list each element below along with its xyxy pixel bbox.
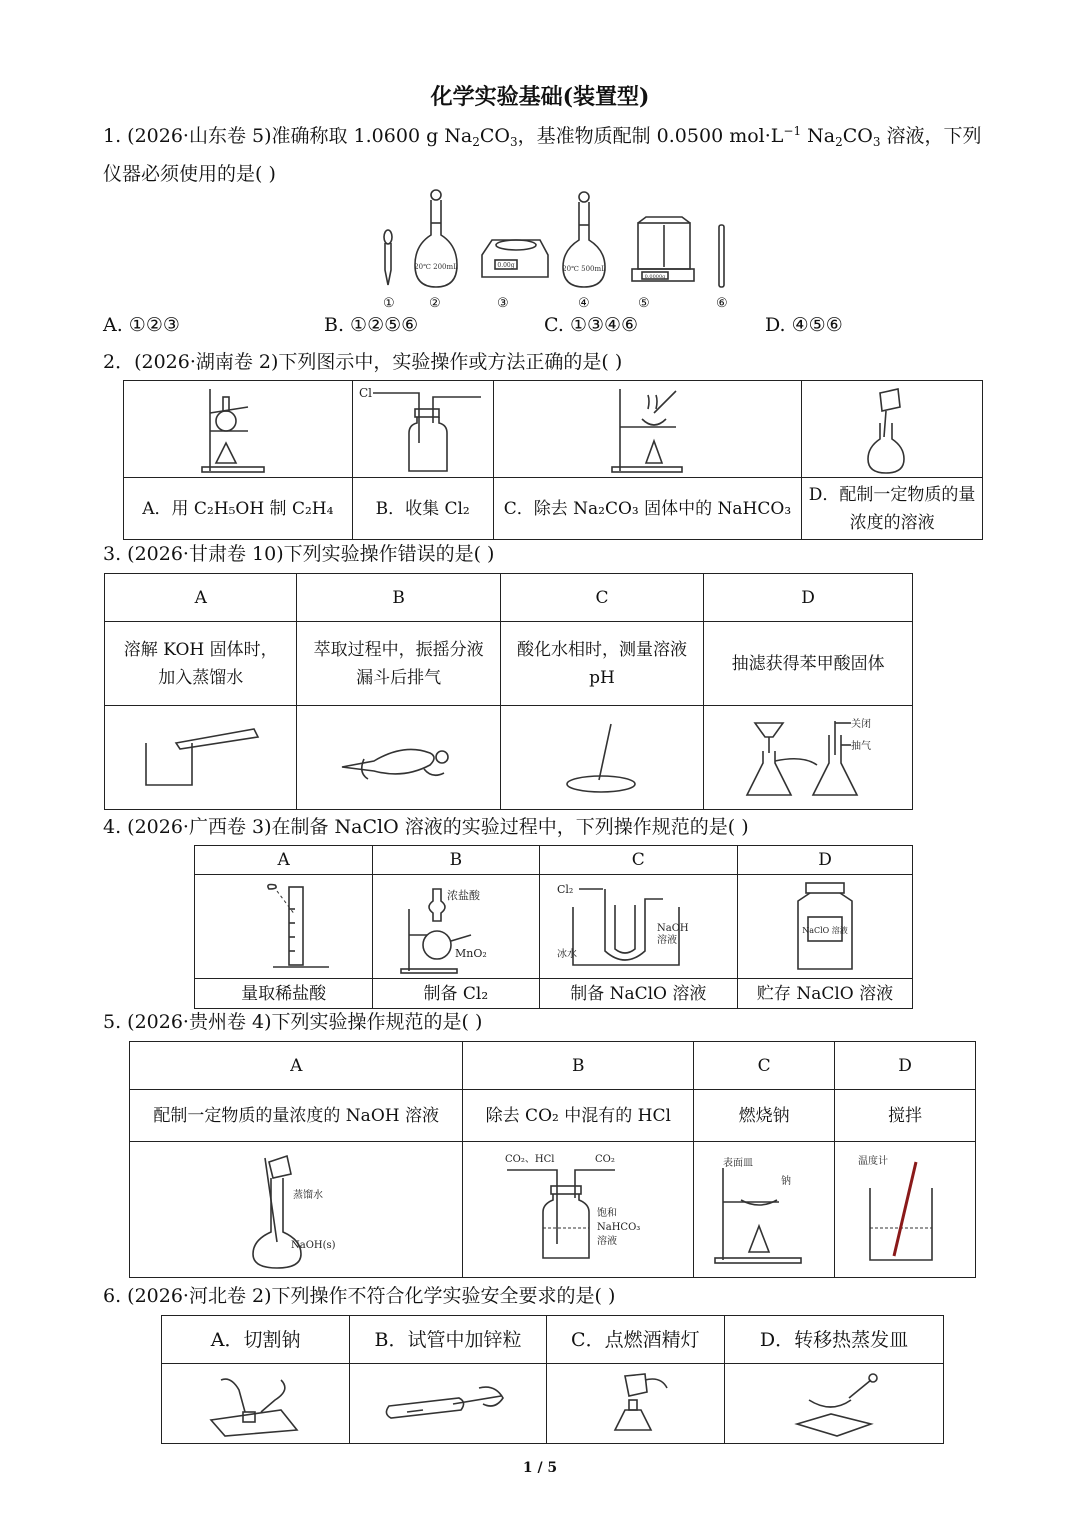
question-3-stem: 3. (2026·甘肃卷 10)下列实验操作错误的是( ) <box>103 543 495 565</box>
q5-label-co2-hcl: CO₂、HCl <box>505 1153 555 1165</box>
electronic-balance-icon <box>482 240 548 277</box>
q3-image-d <box>704 706 913 810</box>
q5-text-a: 配制一定物质的量浓度的 NaOH 溶液 <box>130 1090 463 1142</box>
q4-header-c: C <box>539 846 738 875</box>
burning-sodium-icon <box>709 1148 819 1272</box>
instrument-label-1: ① <box>383 296 395 311</box>
q6-header-c: C．点燃酒精灯 <box>546 1316 724 1364</box>
question-4-stem: 4. (2026·广西卷 3)在制备 NaClO 溶液的实验过程中，下列操作规范的是( ) <box>103 816 749 838</box>
question-5-stem: 5. (2026·贵州卷 4)下列实验操作规范的是( ) <box>103 1011 483 1033</box>
q5-label-sodium: 钠 <box>781 1175 792 1187</box>
q1-sub: 3 <box>872 135 881 149</box>
ethylene-preparation-icon <box>198 383 278 475</box>
q1-sub: 2 <box>472 135 480 149</box>
q3-text-a: 溶解 KOH 固体时，加入蒸馏水 <box>105 622 297 706</box>
q5-label-distilled-water: 蒸馏水 <box>293 1189 324 1201</box>
q5-text-c: 燃烧钠 <box>694 1090 835 1142</box>
lighting-alcohol-lamp-icon <box>585 1370 685 1438</box>
question-2-stem: 2．(2026·湖南卷 2)下列图示中，实验操作或方法正确的是( ) <box>103 351 623 373</box>
q5-text-d: 搅拌 <box>835 1090 976 1142</box>
q3-image-b <box>297 706 500 810</box>
page-title: 化学实验基础(装置型) <box>430 84 650 110</box>
question-6-stem: 6. (2026·河北卷 2)下列操作不符合化学实验安全要求的是( ) <box>103 1285 616 1307</box>
q3-header-b: B <box>297 574 500 622</box>
q5-label-watch-glass: 表面皿 <box>723 1157 754 1169</box>
beaker-pouring-icon <box>136 723 266 793</box>
q1-text-d: Na <box>801 125 836 147</box>
q4-image-b <box>373 875 539 979</box>
q6-image-c <box>546 1364 724 1444</box>
q3-text-c: 酸化水相时，测量溶液 pH <box>500 622 703 706</box>
q6-header-a: A．切割钠 <box>162 1316 350 1364</box>
q5-label-solution: 溶液 <box>597 1235 618 1247</box>
q5-image-a <box>130 1142 463 1278</box>
moving-evaporating-dish-icon <box>779 1370 889 1438</box>
q4-header-d: D <box>738 846 913 875</box>
ph-test-rod-icon <box>537 718 667 798</box>
q4-header-b: B <box>373 846 539 875</box>
q3-label-suction: 抽气 <box>851 740 872 752</box>
instrument-label-3: ③ <box>497 296 509 311</box>
q3-header-a: A <box>105 574 297 622</box>
q1-text-c: ，基准物质配制 0.0500 mol·L <box>517 125 784 147</box>
q1-option-c[interactable]: C. ①③④⑥ <box>544 314 639 336</box>
page-number: 1 / 5 <box>522 1460 558 1476</box>
naclo-preparation-icon <box>553 879 723 975</box>
q2-cell-b-text: B．收集 Cl₂ <box>352 478 493 540</box>
q4-label-naclo: NaClO 溶液 <box>802 925 848 935</box>
q6-header-d: D．转移热蒸发皿 <box>724 1316 943 1364</box>
q5-header-d: D <box>835 1042 976 1090</box>
q3-image-a <box>105 706 297 810</box>
q1-text-e: CO <box>842 125 873 147</box>
q1-sup: −1 <box>783 124 802 138</box>
q6-image-d <box>724 1364 943 1444</box>
q4-caption-c: 制备 NaClO 溶液 <box>539 979 738 1009</box>
question-1-stem <box>103 115 1003 190</box>
q2-cell-a-image <box>124 381 353 478</box>
q4-label-mno2: MnO₂ <box>454 946 487 960</box>
q4-image-c <box>539 875 738 979</box>
q1-sub: 2 <box>835 135 843 149</box>
q2-cell-d-image <box>802 381 983 478</box>
analytical-balance-icon <box>632 217 694 281</box>
flask1-label: 20℃ 200mL <box>414 263 458 271</box>
q1-text-a: 1. (2026·山东卷 5)准确称取 1.0600 g Na <box>103 125 473 147</box>
q2-cell-d-text: D．配制一定物质的量浓度的溶液 <box>802 478 983 540</box>
volumetric-flask-500ml-icon <box>562 192 606 287</box>
q2-cell-a-text: A．用 C₂H₅OH 制 C₂H₄ <box>124 478 353 540</box>
q2-cell-b-image <box>352 381 493 478</box>
q2-cell-c-image <box>493 381 802 478</box>
volumetric-flask-200ml-icon <box>414 190 458 287</box>
instrument-label-5: ⑤ <box>638 296 650 311</box>
q4-label-naoh: NaOH <box>657 922 689 934</box>
q1-option-b[interactable]: B. ①②⑤⑥ <box>324 314 419 336</box>
cl2-label: Cl <box>359 386 373 400</box>
dropper-icon <box>384 230 392 285</box>
chlorine-generator-icon <box>391 879 521 975</box>
q6-image-b <box>350 1364 546 1444</box>
reagent-bottle-icon <box>770 879 880 975</box>
q5-header-b: B <box>463 1042 694 1090</box>
q5-text-b: 除去 CO₂ 中混有的 HCl <box>463 1090 694 1142</box>
q5-label-co2: CO₂ <box>595 1153 616 1165</box>
q6-header-b: B．试管中加锌粒 <box>350 1316 546 1364</box>
cutting-sodium-icon <box>201 1370 311 1438</box>
q5-image-c <box>694 1142 835 1278</box>
glass-rod-icon <box>719 225 724 287</box>
q1-instruments <box>370 185 750 295</box>
q4-header-a: A <box>195 846 373 875</box>
q5-header-a: A <box>130 1042 463 1090</box>
q5-image-d <box>835 1142 976 1278</box>
q4-table <box>194 845 913 1009</box>
instrument-label-6: ⑥ <box>716 296 728 311</box>
q1-option-a[interactable]: A. ①②③ <box>103 314 180 336</box>
separatory-funnel-shaking-icon <box>334 723 464 793</box>
heating-solid-icon <box>602 383 692 475</box>
q2-cell-c-text: C．除去 Na₂CO₃ 固体中的 NaHCO₃ <box>493 478 802 540</box>
q4-image-d <box>738 875 913 979</box>
q1-text-b: CO <box>479 125 510 147</box>
suction-filtration-icon <box>733 715 883 801</box>
q5-label-nahco3: NaHCO₃ <box>597 1221 641 1233</box>
q4-image-a <box>195 875 373 979</box>
q5-image-b <box>463 1142 694 1278</box>
q3-table <box>104 573 913 810</box>
naoh-volumetric-flask-icon <box>231 1148 361 1272</box>
q3-header-c: C <box>500 574 703 622</box>
q5-label-saturated: 饱和 <box>597 1207 618 1219</box>
q1-text-line2: 仪器必须使用的是( ) <box>103 163 276 185</box>
q4-label-ice-water: 冰水 <box>557 948 578 960</box>
q4-caption-b: 制备 Cl₂ <box>373 979 539 1009</box>
stirring-with-thermometer-icon <box>850 1148 960 1272</box>
q6-image-a <box>162 1364 350 1444</box>
q5-label-naoh-solid: NaOH(s) <box>291 1239 336 1251</box>
q4-label-solution: 溶液 <box>657 934 678 946</box>
instrument-label-2: ② <box>429 296 441 311</box>
q2-table <box>123 380 983 540</box>
gas-washing-bottle-icon <box>503 1148 653 1272</box>
q4-caption-d: 贮存 NaClO 溶液 <box>738 979 913 1009</box>
q1-option-d[interactable]: D. ④⑤⑥ <box>765 314 843 336</box>
graduated-cylinder-icon <box>219 879 349 975</box>
q4-label-conc-hcl: 浓盐酸 <box>446 888 480 902</box>
q5-label-thermometer: 温度计 <box>858 1155 889 1167</box>
q4-label-cl2: Cl₂ <box>557 882 574 896</box>
adding-zinc-to-test-tube-icon <box>383 1374 513 1434</box>
gas-collection-bottle-icon <box>355 383 490 475</box>
q3-label-closed: 关闭 <box>851 718 872 730</box>
q4-caption-a: 量取稀盐酸 <box>195 979 373 1009</box>
flask2-label: 20℃ 500mL <box>562 265 606 273</box>
q5-header-c: C <box>694 1042 835 1090</box>
q1-text-f: 溶液，下列 <box>880 125 982 147</box>
q6-table <box>161 1315 944 1444</box>
pouring-into-flask-icon <box>862 383 922 475</box>
q5-table <box>129 1041 976 1278</box>
q1-sub: 3 <box>510 135 518 149</box>
q3-image-c <box>500 706 703 810</box>
balance2-readout: 0.0000g <box>644 274 666 280</box>
q3-text-b: 萃取过程中，振摇分液漏斗后排气 <box>297 622 500 706</box>
instrument-label-4: ④ <box>578 296 590 311</box>
q3-text-d: 抽滤获得苯甲酸固体 <box>704 622 913 706</box>
q3-header-d: D <box>704 574 913 622</box>
balance1-readout: 0.00g <box>497 262 515 269</box>
